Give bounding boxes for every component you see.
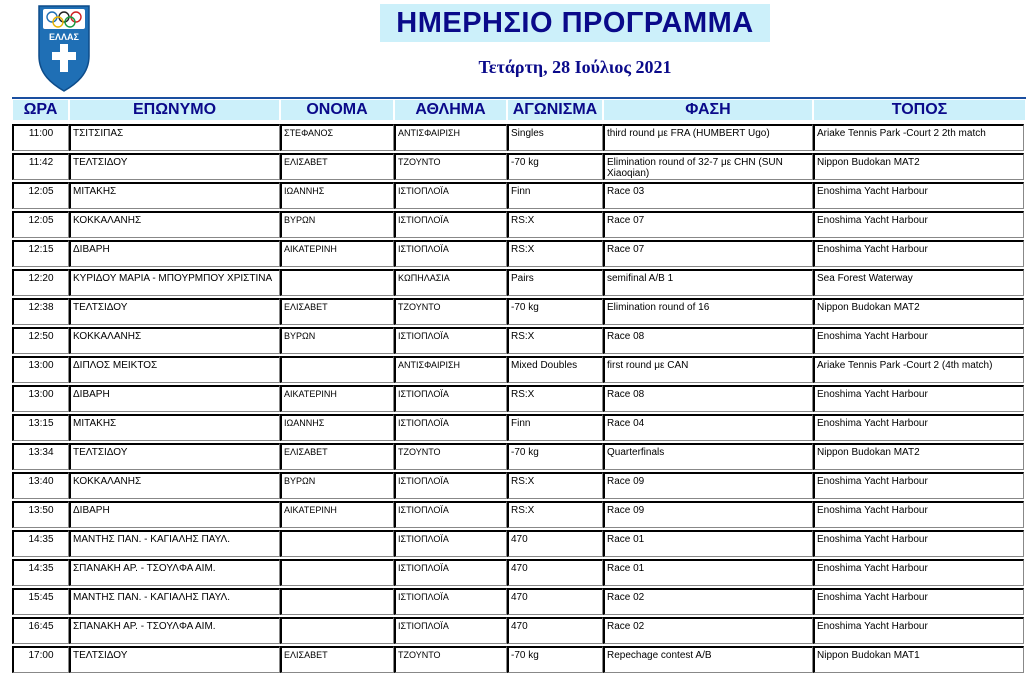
cell-sport: ΙΣΤΙΟΠΛΟΪΑ: [394, 617, 507, 644]
cell-phase: Race 07: [603, 211, 813, 238]
cell-venue: Enoshima Yacht Harbour: [813, 182, 1024, 209]
table-row: [12, 499, 1026, 528]
cell-name: ΙΩΑΝΝΗΣ: [280, 414, 394, 441]
cell-surname: ΤΕΛΤΣΙΔΟΥ: [69, 153, 280, 180]
cell-venue: Enoshima Yacht Harbour: [813, 588, 1024, 615]
cell-surname: ΤΕΛΤΣΙΔΟΥ: [69, 443, 280, 470]
cell-event: 470: [507, 588, 603, 615]
cell-sport: ΙΣΤΙΟΠΛΟΪΑ: [394, 559, 507, 586]
cell-event: Finn: [507, 414, 603, 441]
cell-name: ΙΩΑΝΝΗΣ: [280, 182, 394, 209]
cell-venue: Enoshima Yacht Harbour: [813, 501, 1024, 528]
cell-venue: Enoshima Yacht Harbour: [813, 530, 1024, 557]
cell-time: 13:00: [12, 356, 69, 383]
column-header-venue: ΤΟΠΟΣ: [813, 100, 1026, 120]
cell-time: 13:34: [12, 443, 69, 470]
cell-time: 15:45: [12, 588, 69, 615]
cell-sport: ΑΝΤΙΣΦΑΙΡΙΣΗ: [394, 356, 507, 383]
table-row: [12, 383, 1026, 412]
cell-event: RS:X: [507, 501, 603, 528]
table-row: [12, 209, 1026, 238]
cell-name: ΕΛΙΣΑΒΕΤ: [280, 646, 394, 673]
column-header-surname: ΕΠΩΝΥΜΟ: [69, 100, 280, 120]
cell-event: Mixed Doubles: [507, 356, 603, 383]
cell-venue: Nippon Budokan MAT2: [813, 443, 1024, 470]
cell-venue: Enoshima Yacht Harbour: [813, 617, 1024, 644]
cell-event: RS:X: [507, 385, 603, 412]
cell-surname: ΤΕΛΤΣΙΔΟΥ: [69, 646, 280, 673]
cell-venue: Ariake Tennis Park -Court 2 (4th match): [813, 356, 1024, 383]
table-row: [12, 412, 1026, 441]
cell-surname: ΚΥΡΙΔΟΥ ΜΑΡΙΑ - ΜΠΟΥΡΜΠΟΥ ΧΡΙΣΤΙΝΑ: [69, 269, 280, 296]
cell-venue: Enoshima Yacht Harbour: [813, 385, 1024, 412]
table-row: [12, 122, 1026, 151]
cell-phase: Race 03: [603, 182, 813, 209]
cell-surname: ΜΙΤΑΚΗΣ: [69, 182, 280, 209]
cell-phase: Race 08: [603, 385, 813, 412]
cell-sport: ΙΣΤΙΟΠΛΟΪΑ: [394, 530, 507, 557]
cell-sport: ΤΖΟΥΝΤΟ: [394, 298, 507, 325]
cell-name: ΒΥΡΩΝ: [280, 211, 394, 238]
cell-name: ΒΥΡΩΝ: [280, 472, 394, 499]
cell-surname: ΜΙΤΑΚΗΣ: [69, 414, 280, 441]
column-header-phase: ΦΑΣΗ: [603, 100, 813, 120]
cell-name: ΕΛΙΣΑΒΕΤ: [280, 153, 394, 180]
cell-event: RS:X: [507, 472, 603, 499]
cell-name: ΒΥΡΩΝ: [280, 327, 394, 354]
hellas-olympic-logo: [36, 4, 92, 92]
cell-surname: ΜΑΝΤΗΣ ΠΑΝ. - ΚΑΓΙΑΛΗΣ ΠΑΥΛ.: [69, 530, 280, 557]
cell-event: 470: [507, 617, 603, 644]
cell-surname: ΔΙΒΑΡΗ: [69, 385, 280, 412]
cell-venue: Enoshima Yacht Harbour: [813, 414, 1024, 441]
table-row: [12, 528, 1026, 557]
schedule-table: [12, 122, 1026, 673]
column-header-name: ΟΝΟΜΑ: [280, 100, 394, 120]
cell-surname: ΚΟΚΚΑΛΑΝΗΣ: [69, 211, 280, 238]
cell-sport: ΙΣΤΙΟΠΛΟΪΑ: [394, 385, 507, 412]
page-date: Τετάρτη, 28 Ιούλιος 2021: [478, 57, 672, 77]
cell-phase: Race 01: [603, 559, 813, 586]
cell-time: 13:40: [12, 472, 69, 499]
cell-venue: Nippon Budokan MAT1: [813, 646, 1024, 673]
cell-event: RS:X: [507, 211, 603, 238]
cell-time: 14:35: [12, 530, 69, 557]
table-row: [12, 470, 1026, 499]
cell-venue: Enoshima Yacht Harbour: [813, 240, 1024, 267]
cell-name: [280, 588, 394, 615]
table-row: [12, 586, 1026, 615]
cell-event: RS:X: [507, 327, 603, 354]
cell-name: ΕΛΙΣΑΒΕΤ: [280, 298, 394, 325]
table-row: [12, 615, 1026, 644]
cell-name: [280, 356, 394, 383]
cell-time: 13:00: [12, 385, 69, 412]
cell-sport: ΤΖΟΥΝΤΟ: [394, 646, 507, 673]
cell-phase: Race 04: [603, 414, 813, 441]
cell-event: Finn: [507, 182, 603, 209]
cell-surname: ΚΟΚΚΑΛΑΝΗΣ: [69, 327, 280, 354]
column-header-event: ΑΓΩΝΙΣΜΑ: [507, 100, 603, 120]
cell-time: 12:05: [12, 182, 69, 209]
cell-phase: Elimination round of 32-7 με CHN (SUN Xiaoqian): [603, 153, 813, 180]
cell-surname: ΣΠΑΝΑΚΗ ΑΡ. - ΤΣΟΥΛΦΑ ΑΙΜ.: [69, 617, 280, 644]
cell-venue: Ariake Tennis Park -Court 2 2th match: [813, 124, 1024, 151]
cell-name: ΣΤΕΦΑΝΟΣ: [280, 124, 394, 151]
cell-event: Singles: [507, 124, 603, 151]
cell-time: 12:05: [12, 211, 69, 238]
cell-event: RS:X: [507, 240, 603, 267]
cell-phase: first round με CAN: [603, 356, 813, 383]
cell-event: -70 kg: [507, 646, 603, 673]
cell-sport: ΙΣΤΙΟΠΛΟΪΑ: [394, 182, 507, 209]
cell-name: ΕΛΙΣΑΒΕΤ: [280, 443, 394, 470]
cell-name: ΑΙΚΑΤΕΡΙΝΗ: [280, 501, 394, 528]
cell-venue: Enoshima Yacht Harbour: [813, 472, 1024, 499]
cell-phase: semifinal A/B 1: [603, 269, 813, 296]
logo-text: ΕΛΛΑΣ: [49, 32, 79, 42]
cell-venue: Enoshima Yacht Harbour: [813, 211, 1024, 238]
cell-phase: Race 09: [603, 472, 813, 499]
cell-surname: ΣΠΑΝΑΚΗ ΑΡ. - ΤΣΟΥΛΦΑ ΑΙΜ.: [69, 559, 280, 586]
page-title: ΗΜΕΡΗΣΙΟ ΠΡΟΓΡΑΜΜΑ: [380, 4, 770, 42]
cell-phase: Race 09: [603, 501, 813, 528]
cell-phase: Repechage contest A/B: [603, 646, 813, 673]
cell-surname: ΤΣΙΤΣΙΠΑΣ: [69, 124, 280, 151]
cell-time: 13:50: [12, 501, 69, 528]
cell-surname: ΔΙΒΑΡΗ: [69, 240, 280, 267]
cell-venue: Sea Forest Waterway: [813, 269, 1024, 296]
table-row: [12, 267, 1026, 296]
cell-sport: ΤΖΟΥΝΤΟ: [394, 153, 507, 180]
cell-venue: Enoshima Yacht Harbour: [813, 327, 1024, 354]
cell-sport: ΙΣΤΙΟΠΛΟΪΑ: [394, 472, 507, 499]
cell-sport: ΤΖΟΥΝΤΟ: [394, 443, 507, 470]
cell-surname: ΤΕΛΤΣΙΔΟΥ: [69, 298, 280, 325]
cell-time: 12:38: [12, 298, 69, 325]
cell-name: [280, 269, 394, 296]
table-row: [12, 238, 1026, 267]
table-row: [12, 557, 1026, 586]
table-row: [12, 441, 1026, 470]
cell-time: 12:50: [12, 327, 69, 354]
cell-phase: Race 02: [603, 617, 813, 644]
cell-time: 17:00: [12, 646, 69, 673]
cell-time: 11:00: [12, 124, 69, 151]
cell-sport: ΙΣΤΙΟΠΛΟΪΑ: [394, 501, 507, 528]
table-row: [12, 151, 1026, 180]
cell-phase: third round με FRA (HUMBERT Ugo): [603, 124, 813, 151]
cell-event: Pairs: [507, 269, 603, 296]
cell-venue: Nippon Budokan MAT2: [813, 298, 1024, 325]
table-row: [12, 644, 1026, 673]
cell-name: [280, 559, 394, 586]
cell-name: [280, 617, 394, 644]
cell-time: 16:45: [12, 617, 69, 644]
header-divider: [12, 97, 1026, 99]
cell-name: [280, 530, 394, 557]
cell-phase: Elimination round of 16: [603, 298, 813, 325]
column-header-time: ΩΡΑ: [12, 100, 69, 120]
cell-time: 11:42: [12, 153, 69, 180]
column-header-sport: ΑΘΛΗΜΑ: [394, 100, 507, 120]
cell-event: 470: [507, 559, 603, 586]
cell-phase: Race 01: [603, 530, 813, 557]
cell-phase: Quarterfinals: [603, 443, 813, 470]
cell-surname: ΜΑΝΤΗΣ ΠΑΝ. - ΚΑΓΙΑΛΗΣ ΠΑΥΛ.: [69, 588, 280, 615]
table-row: [12, 296, 1026, 325]
cell-sport: ΙΣΤΙΟΠΛΟΪΑ: [394, 240, 507, 267]
cell-surname: ΔΙΒΑΡΗ: [69, 501, 280, 528]
cell-venue: Enoshima Yacht Harbour: [813, 559, 1024, 586]
cell-time: 12:15: [12, 240, 69, 267]
cell-surname: ΔΙΠΛΟΣ ΜΕΙΚΤΟΣ: [69, 356, 280, 383]
cell-phase: Race 08: [603, 327, 813, 354]
table-row: [12, 325, 1026, 354]
cell-phase: Race 02: [603, 588, 813, 615]
cell-event: -70 kg: [507, 298, 603, 325]
cell-event: 470: [507, 530, 603, 557]
cell-event: -70 kg: [507, 153, 603, 180]
cell-name: ΑΙΚΑΤΕΡΙΝΗ: [280, 240, 394, 267]
cell-phase: Race 07: [603, 240, 813, 267]
table-row: [12, 354, 1026, 383]
cell-sport: ΙΣΤΙΟΠΛΟΪΑ: [394, 414, 507, 441]
cell-sport: ΙΣΤΙΟΠΛΟΪΑ: [394, 327, 507, 354]
cell-sport: ΙΣΤΙΟΠΛΟΪΑ: [394, 211, 507, 238]
cell-time: 14:35: [12, 559, 69, 586]
cell-surname: ΚΟΚΚΑΛΑΝΗΣ: [69, 472, 280, 499]
cell-time: 12:20: [12, 269, 69, 296]
cell-sport: ΙΣΤΙΟΠΛΟΪΑ: [394, 588, 507, 615]
cell-name: ΑΙΚΑΤΕΡΙΝΗ: [280, 385, 394, 412]
cell-venue: Nippon Budokan MAT2: [813, 153, 1024, 180]
table-row: [12, 180, 1026, 209]
cell-time: 13:15: [12, 414, 69, 441]
cell-event: -70 kg: [507, 443, 603, 470]
cell-sport: ΚΩΠΗΛΑΣΙΑ: [394, 269, 507, 296]
cell-sport: ΑΝΤΙΣΦΑΙΡΙΣΗ: [394, 124, 507, 151]
